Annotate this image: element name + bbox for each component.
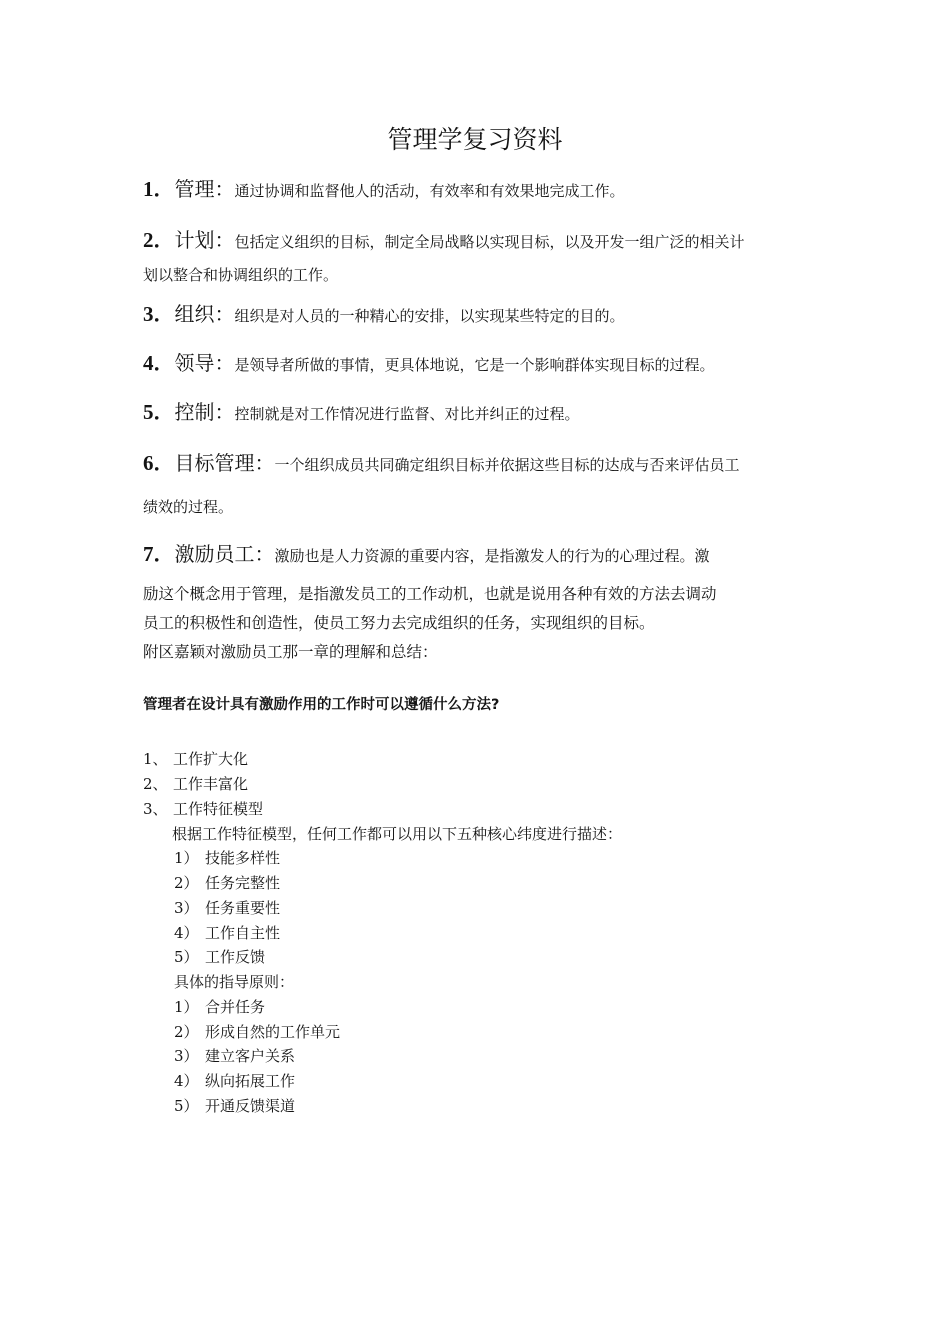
- list-number: 3）: [174, 899, 199, 917]
- list-text: 工作扩大化: [173, 750, 249, 768]
- list-number: 1）: [174, 998, 199, 1016]
- list-number: 5）: [174, 1097, 199, 1115]
- list-number: 5）: [174, 948, 199, 966]
- definition-term: 领导：: [174, 351, 235, 375]
- definition-continuation: 绩效的过程。: [143, 498, 234, 516]
- definition-term: 目标管理：: [174, 451, 275, 475]
- definition-text: 激励也是人力资源的重要内容，是指激发人的行为的心理过程。激: [274, 547, 710, 565]
- list-number: 4）: [174, 924, 199, 942]
- definition-mbo: [143, 450, 740, 478]
- list-item: [143, 748, 248, 770]
- section-question: 管理者在设计具有激励作用的工作时可以遵循什么方法?: [143, 697, 500, 713]
- list-text: 建立客户关系: [205, 1047, 296, 1065]
- definition-text: 通过协调和监督他人的活动，有效率和有效果地完成工作。: [234, 182, 625, 200]
- definition-leading: [143, 350, 715, 378]
- motivation-paragraph-line: 员工的积极性和创造性，使员工努力去完成组织的任务，实现组织的目标。: [143, 614, 655, 632]
- definition-text: 组织是对人员的一种精心的安排，以实现某些特定的目的。: [234, 307, 625, 325]
- list-text: 工作反馈: [205, 948, 266, 966]
- definition-term: 管理：: [174, 177, 235, 201]
- definition-number: 6．: [143, 451, 175, 475]
- definition-organizing: [143, 301, 625, 329]
- list-item: [174, 1045, 295, 1067]
- page-title: 管理学复习资料: [387, 125, 563, 154]
- list-item: [174, 897, 280, 919]
- principles-intro: 具体的指导原则：: [174, 973, 295, 991]
- list-item: [174, 847, 280, 869]
- definition-text: 控制就是对工作情况进行监督、对比并纠正的过程。: [234, 405, 580, 423]
- list-item: [143, 798, 263, 820]
- definition-motivation: [143, 541, 710, 569]
- list-item: [174, 1021, 340, 1043]
- definition-text: 包括定义组织的目标，制定全局战略以实现目标，以及开发一组广泛的相关计: [234, 233, 745, 251]
- list-item: [174, 946, 265, 968]
- definition-number: 4．: [143, 351, 175, 375]
- definition-number: 5．: [143, 400, 175, 424]
- list-text: 任务重要性: [205, 899, 281, 917]
- definition-number: 3．: [143, 302, 175, 326]
- list-number: 2、: [143, 775, 168, 793]
- list-number: 3）: [174, 1047, 199, 1065]
- list-item: [143, 773, 248, 795]
- definition-text: 一个组织成员共同确定组织目标并依据这些目标的达成与否来评估员工: [274, 456, 740, 474]
- list-text: 工作丰富化: [173, 775, 249, 793]
- definition-term: 控制：: [174, 400, 235, 424]
- list-text: 任务完整性: [205, 874, 281, 892]
- definition-term: 激励员工：: [174, 542, 275, 566]
- list-text: 开通反馈渠道: [205, 1097, 296, 1115]
- list-item: [174, 872, 280, 894]
- definition-planning: [143, 227, 745, 255]
- list-item: [174, 922, 280, 944]
- definition-text: 是领导者所做的事情，更具体地说，它是一个影响群体实现目标的过程。: [234, 356, 715, 374]
- list-number: 2）: [174, 874, 199, 892]
- list-text: 工作特征模型: [173, 800, 264, 818]
- list-item: [174, 1070, 295, 1092]
- list-item: [174, 1095, 295, 1117]
- list-text: 技能多样性: [205, 849, 281, 867]
- model-intro: 根据工作特征模型，任何工作都可以用以下五种核心纬度进行描述：: [172, 825, 623, 843]
- definition-number: 7．: [143, 542, 175, 566]
- definition-number: 2．: [143, 228, 175, 252]
- summary-note: 附区嘉颖对激励员工那一章的理解和总结：: [143, 643, 438, 661]
- list-text: 纵向拓展工作: [205, 1072, 296, 1090]
- list-text: 合并任务: [205, 998, 266, 1016]
- definition-controlling: [143, 399, 580, 427]
- list-item: [174, 996, 265, 1018]
- list-number: 4）: [174, 1072, 199, 1090]
- motivation-paragraph-line: 励这个概念用于管理，是指激发员工的工作动机，也就是说用各种有效的方法去调动: [143, 585, 717, 603]
- list-number: 2）: [174, 1023, 199, 1041]
- definition-management: [143, 176, 625, 204]
- definition-term: 计划：: [174, 228, 235, 252]
- list-number: 3、: [143, 800, 168, 818]
- list-number: 1）: [174, 849, 199, 867]
- definition-number: 1．: [143, 177, 175, 201]
- definition-term: 组织：: [174, 302, 235, 326]
- list-text: 形成自然的工作单元: [205, 1023, 341, 1041]
- list-number: 1、: [143, 750, 168, 768]
- definition-continuation: 划以整合和协调组织的工作。: [143, 266, 339, 284]
- list-text: 工作自主性: [205, 924, 281, 942]
